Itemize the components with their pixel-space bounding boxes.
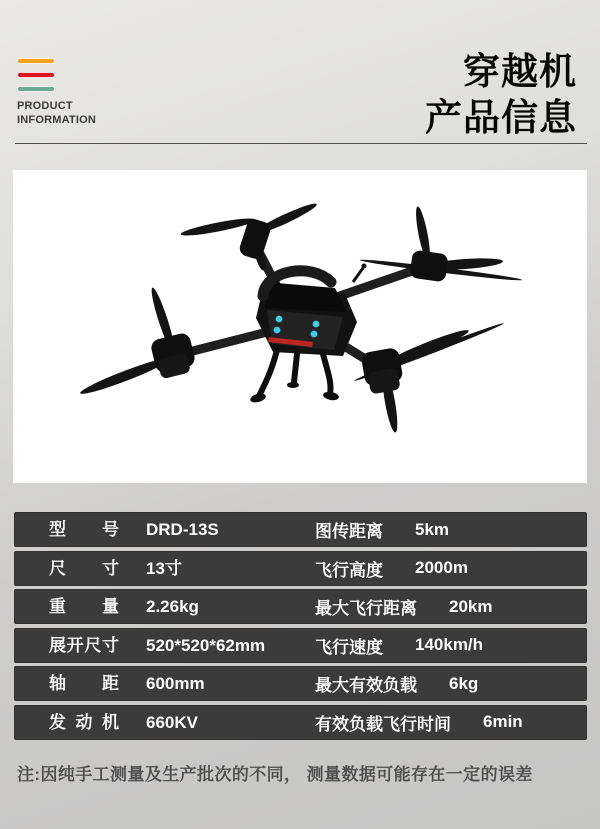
brand-bar-red	[17, 72, 55, 78]
spec-label: 型号	[49, 520, 119, 539]
spec-row-size	[14, 551, 587, 586]
spec-value: 6min	[483, 712, 523, 732]
spec-table	[14, 512, 587, 744]
spec-row-unfolded-size	[14, 628, 587, 663]
spec-label: 最大飞行距离	[315, 599, 417, 619]
brand-text-line2: INFORMATION	[17, 113, 96, 126]
spec-value: DRD-13S	[146, 520, 219, 539]
spec-label: 飞行速度	[315, 637, 383, 657]
drone-image	[13, 170, 587, 483]
spec-label: 最大有效负载	[315, 676, 417, 696]
brand-bar-orange	[17, 58, 55, 64]
spec-value: 6kg	[449, 673, 479, 693]
spec-row-weight	[14, 589, 587, 624]
drone-rotor-front-right	[353, 321, 504, 433]
spec-row-wheelbase	[14, 666, 587, 701]
product-image-box	[13, 170, 587, 483]
spec-value: 140km/h	[415, 635, 484, 655]
spec-value: 2000m	[415, 558, 468, 578]
spec-label: 重量	[49, 597, 119, 617]
drone-rotor-rear-left	[180, 200, 319, 272]
page-title	[425, 49, 577, 141]
drone-rotor-rear-right	[359, 206, 522, 283]
spec-value: 520*520*62mm	[146, 635, 266, 655]
drone-antenna	[353, 268, 363, 282]
spec-label: 尺寸	[49, 558, 119, 578]
spec-value: 2.26kg	[146, 597, 199, 617]
header-divider	[15, 143, 587, 144]
spec-label: 发动机	[49, 712, 119, 732]
spec-label: 有效负载飞行时间	[315, 714, 451, 734]
drone-rotor-front-left	[78, 286, 196, 398]
page-title-line1: 穿越机	[463, 51, 577, 92]
brand-bar-teal	[17, 86, 55, 92]
page-title-line2: 产品信息	[425, 97, 577, 138]
spec-label: 飞行高度	[315, 560, 383, 580]
brand-text-line1: PRODUCT	[17, 100, 73, 112]
drone-body	[249, 264, 366, 404]
spec-value: 20km	[449, 596, 493, 616]
spec-value: 660KV	[146, 712, 198, 732]
spec-row-model	[14, 512, 587, 547]
spec-label: 展开尺寸	[49, 635, 119, 655]
brand-text	[17, 100, 96, 127]
spec-label: 轴距	[49, 674, 119, 694]
spec-value: 5km	[415, 519, 450, 539]
brand-block	[17, 58, 96, 127]
spec-label: 图传距离	[315, 522, 383, 541]
spec-value: 13寸	[146, 558, 182, 578]
drone-landing-gear	[259, 350, 331, 396]
spec-value: 600mm	[146, 674, 205, 694]
spec-row-motor	[14, 705, 587, 740]
measurement-note: 注:因纯手工测量及生产批次的不同， 测量数据可能存在一定的误差	[17, 765, 533, 784]
